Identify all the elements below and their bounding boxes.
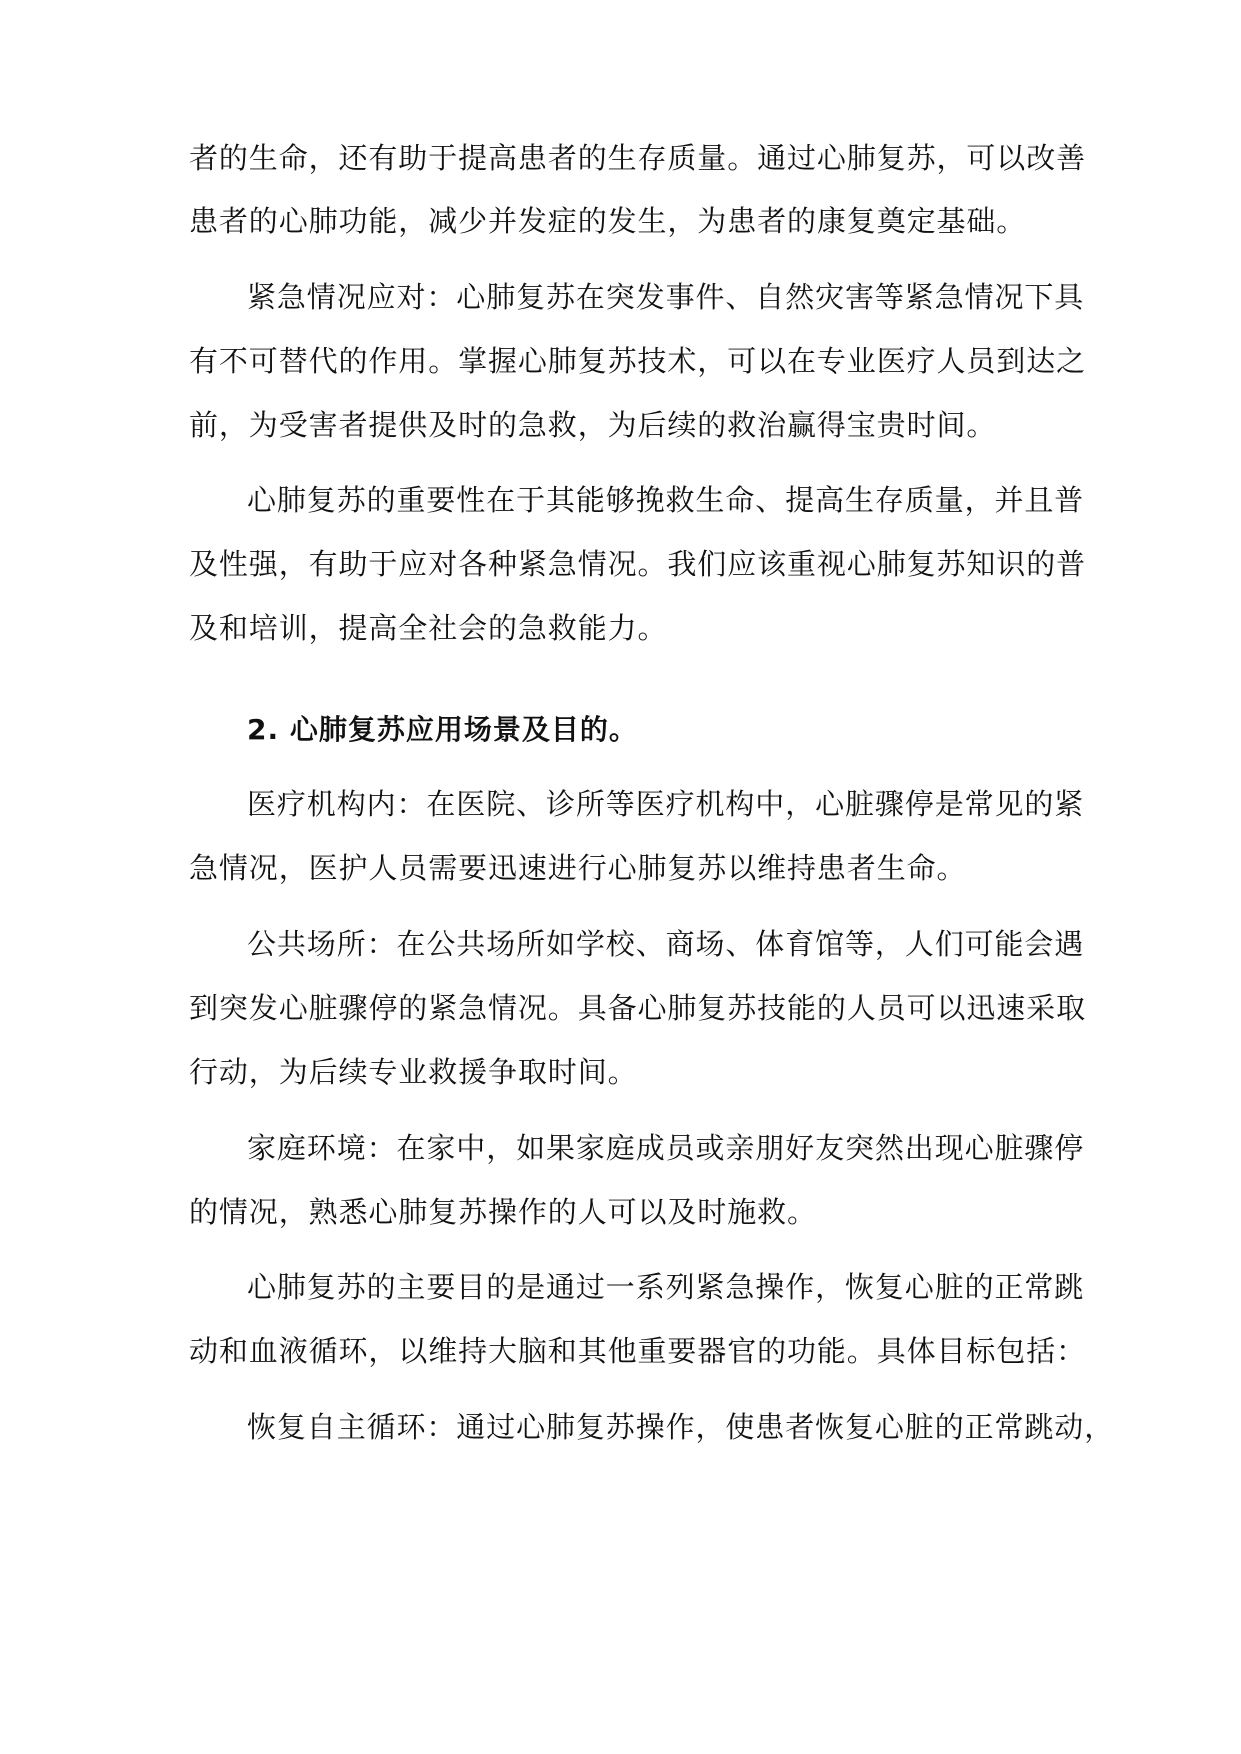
paragraph-text: 紧急情况应对：心肺复苏在突发事件、自然灾害等紧急情况下具 <box>247 280 1085 314</box>
text-line: 急情况，医护人员需要迅速进行心肺复苏以维持患者生命。 <box>189 851 967 885</box>
paragraph-text: 医疗机构内：在医院、诊所等医疗机构中，心脏骤停是常见的紧 <box>247 787 1085 821</box>
paragraph-text: 恢复自主循环：通过心肺复苏操作，使患者恢复心脏的正常跳动， <box>247 1410 1115 1444</box>
text-line: 及性强，有助于应对各种紧急情况。我们应该重视心肺复苏知识的普 <box>189 547 1087 581</box>
section-heading: 2. 心肺复苏应用场景及目的。 <box>247 713 638 746</box>
text-line: 到突发心脏骤停的紧急情况。具备心肺复苏技能的人员可以迅速采取 <box>189 991 1087 1025</box>
paragraph-text: 心肺复苏的重要性在于其能够挽救生命、提高生存质量，并且普 <box>247 483 1085 517</box>
text-line: 前，为受害者提供及时的急救，为后续的救治赢得宝贵时间。 <box>189 408 997 442</box>
text-line: 动和血液循环，以维持大脑和其他重要器官的功能。具体目标包括： <box>189 1334 1087 1368</box>
paragraph-text: 心肺复苏的主要目的是通过一系列紧急操作，恢复心脏的正常跳 <box>247 1270 1085 1304</box>
paragraph-text: 公共场所：在公共场所如学校、商场、体育馆等，人们可能会遇 <box>247 927 1085 961</box>
text-line: 有不可替代的作用。掌握心肺复苏技术，可以在专业医疗人员到达之 <box>189 344 1087 378</box>
paragraph-text: 家庭环境：在家中，如果家庭成员或亲朋好友突然出现心脏骤停 <box>247 1131 1085 1165</box>
text-line: 的情况，熟悉心肺复苏操作的人可以及时施救。 <box>189 1195 817 1229</box>
text-line: 行动，为后续专业救援争取时间。 <box>189 1055 638 1089</box>
text-line: 者的生命，还有助于提高患者的生存质量。通过心肺复苏，可以改善 <box>189 141 1087 175</box>
text-line: 患者的心肺功能，减少并发症的发生，为患者的康复奠定基础。 <box>189 204 1027 238</box>
text-line: 及和培训，提高全社会的急救能力。 <box>189 611 668 645</box>
